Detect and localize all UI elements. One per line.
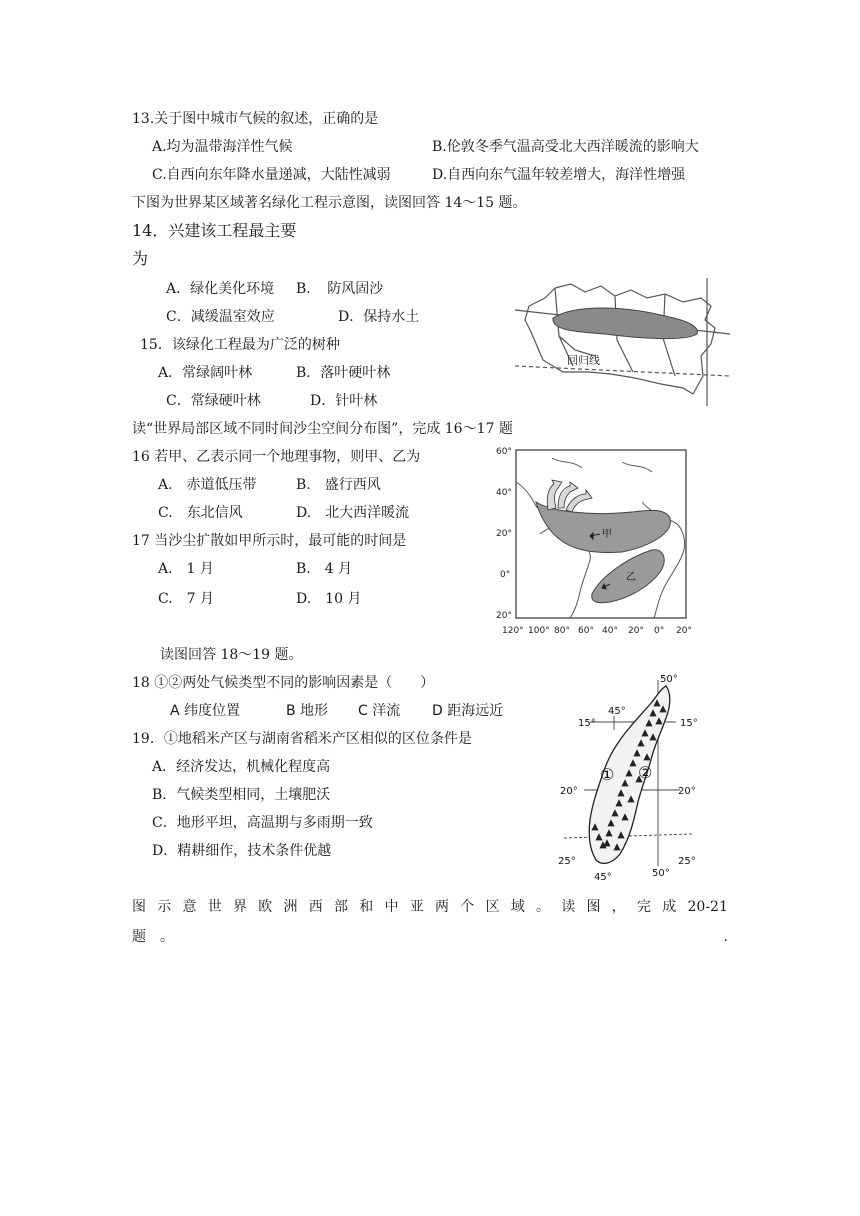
q18-option-c: C 洋流: [358, 703, 401, 719]
q15-option-b: B．落叶硬叶林: [296, 365, 391, 381]
lat-label-0: 0°: [500, 570, 511, 580]
q15-stem: 15．该绿化工程最为广泛的树种: [140, 337, 340, 353]
lat15-left-label: 15°: [578, 718, 596, 729]
intro20-char: 20-21: [687, 899, 728, 915]
q14-option-d: D．保持水土: [338, 309, 420, 325]
top-lon-label: 50°: [660, 674, 678, 685]
intro20-char: 读: [561, 899, 576, 915]
q18-option-d: D 距海远近: [432, 703, 504, 719]
intro20-line2-left: 题 。: [132, 929, 174, 945]
q17-option-c: C. 7 月: [158, 591, 215, 607]
label-jia: 甲: [602, 529, 612, 540]
q16-option-a: A. 赤道低压带: [158, 477, 257, 493]
intro20-char: 部: [334, 899, 348, 915]
intro20-char: 区: [485, 899, 500, 915]
label-yi: 乙: [626, 572, 636, 583]
region-2-label: ②: [638, 763, 653, 782]
q17-option-d: D. 10 月: [296, 591, 362, 607]
intro-20-21-line2: [132, 928, 728, 946]
lon-label-60: 60°: [578, 626, 594, 636]
q13-option-c: C.自西向东年降水量递减，大陆性减弱: [152, 167, 391, 183]
q18-option-a: A 纬度位置: [170, 703, 241, 719]
intro-16-17: 读“世界局部区域不同时间沙尘空间分布图”，完成 16～17 题: [132, 421, 513, 437]
intro20-char: 意: [182, 899, 197, 915]
intro20-char: 图: [586, 899, 601, 915]
region-1-label: ①: [600, 765, 615, 784]
lon-label-0: 0°: [654, 626, 665, 636]
lat25-right-label: 25°: [678, 856, 696, 867]
intro20-char: 界: [233, 899, 247, 915]
q14-option-a: A．绿化美化环境: [166, 281, 275, 297]
q13-option-d: D.自西向东气温年较差增大，海洋性增强: [432, 167, 686, 183]
q19-option-d: D．精耕细作，技术条件优越: [152, 843, 332, 859]
q17-stem: 17 当沙尘扩散如甲所示时，最可能的时间是: [132, 533, 407, 549]
dust-distribution-map: [492, 442, 694, 638]
intro20-char: 域: [510, 899, 525, 915]
madagascar-map: [556, 670, 706, 882]
intro-18-19: 读图回答 18～19 题。: [160, 647, 303, 663]
intro20-char: 西: [308, 899, 323, 915]
q17-option-a: A. 1 月: [158, 561, 214, 577]
q19-option-c: C．地形平坦，高温期与多雨期一致: [152, 815, 373, 831]
intro20-char: ，: [611, 899, 626, 915]
lat20-left-label: 20°: [560, 786, 578, 797]
green-belt-map: [515, 276, 730, 408]
lat-label-20n: 20°: [496, 529, 512, 539]
q14-option-b: B． 防风固沙: [296, 281, 384, 297]
lon-label-20e: 20°: [676, 626, 692, 636]
q16-option-c: C. 东北信风: [158, 505, 243, 521]
tropic-line-label: 回归线: [567, 354, 600, 367]
q13-option-b: B.伦敦冬季气温高受北大西洋暖流的影响大: [432, 139, 699, 155]
intro20-line2-right: .: [723, 929, 728, 945]
q14-stem-line2: 为: [132, 249, 149, 268]
intro20-char: 图: [132, 899, 146, 915]
intro20-char: 中: [384, 899, 399, 915]
intro20-char: 成: [662, 899, 677, 915]
q19-option-a: A．经济发达，机械化程度高: [152, 759, 331, 775]
intro-14-15: 下图为世界某区域著名绿化工程示意图，读图回答 14～15 题。: [132, 195, 527, 211]
lon-label-40: 40°: [602, 626, 618, 636]
intro20-char: 示: [157, 899, 172, 915]
q17-option-b: B. 4 月: [296, 561, 353, 577]
q13-option-a: A.均为温带海洋性气候: [152, 139, 293, 155]
intro-20-21-line1: [132, 898, 728, 916]
intro20-char: 欧: [258, 899, 273, 915]
lat20-right-label: 20°: [678, 786, 696, 797]
q18-stem: 18 ①②两处气候类型不同的影响因素是（ ）: [132, 675, 435, 691]
intro20-char: 和: [359, 899, 374, 915]
q15-option-d: D．针叶林: [310, 393, 378, 409]
intro20-char: 洲: [283, 899, 298, 915]
intro20-char: 完: [637, 899, 651, 915]
lat-label-20s: 20°: [496, 611, 512, 621]
lat-label-60: 60°: [496, 447, 512, 457]
q14-stem-line1: 14．兴建该工程最主要: [132, 221, 297, 240]
bottom-lat-label: 45°: [594, 872, 612, 882]
intro20-char: 。: [536, 899, 550, 915]
intro20-char: 亚: [409, 899, 424, 915]
lon-label-120: 120°: [502, 626, 524, 636]
bottom-lon-label: 50°: [652, 868, 670, 879]
q16-option-b: B. 盛行西风: [296, 477, 381, 493]
intro20-char: 两: [435, 899, 449, 915]
lat15-right-label: 15°: [680, 718, 698, 729]
lat25-left-label: 25°: [558, 856, 576, 867]
lon-label-100: 100°: [528, 626, 550, 636]
q18-option-b: B 地形: [286, 703, 329, 719]
lon-label-80: 80°: [554, 626, 570, 636]
top-lat-label: 45°: [608, 706, 626, 717]
lon-label-20w: 20°: [628, 626, 644, 636]
lat-label-40: 40°: [496, 488, 512, 498]
q16-stem: 16 若甲、乙表示同一个地理事物，则甲、乙为: [132, 449, 421, 465]
intro20-char: 世: [207, 899, 222, 915]
q15-option-a: A．常绿阔叶林: [158, 365, 253, 381]
q16-option-d: D. 北大西洋暖流: [296, 505, 410, 521]
q15-option-c: C．常绿硬叶林: [166, 393, 261, 409]
intro20-char: 个: [460, 899, 475, 915]
q19-stem: 19．①地稻米产区与湖南省稻米产区相似的区位条件是: [132, 731, 472, 747]
q19-option-b: B．气候类型相同，土壤肥沃: [152, 787, 331, 803]
q13-stem: 13.关于图中城市气候的叙述，正确的是: [132, 111, 379, 127]
q14-option-c: C．减缓温室效应: [166, 309, 275, 325]
